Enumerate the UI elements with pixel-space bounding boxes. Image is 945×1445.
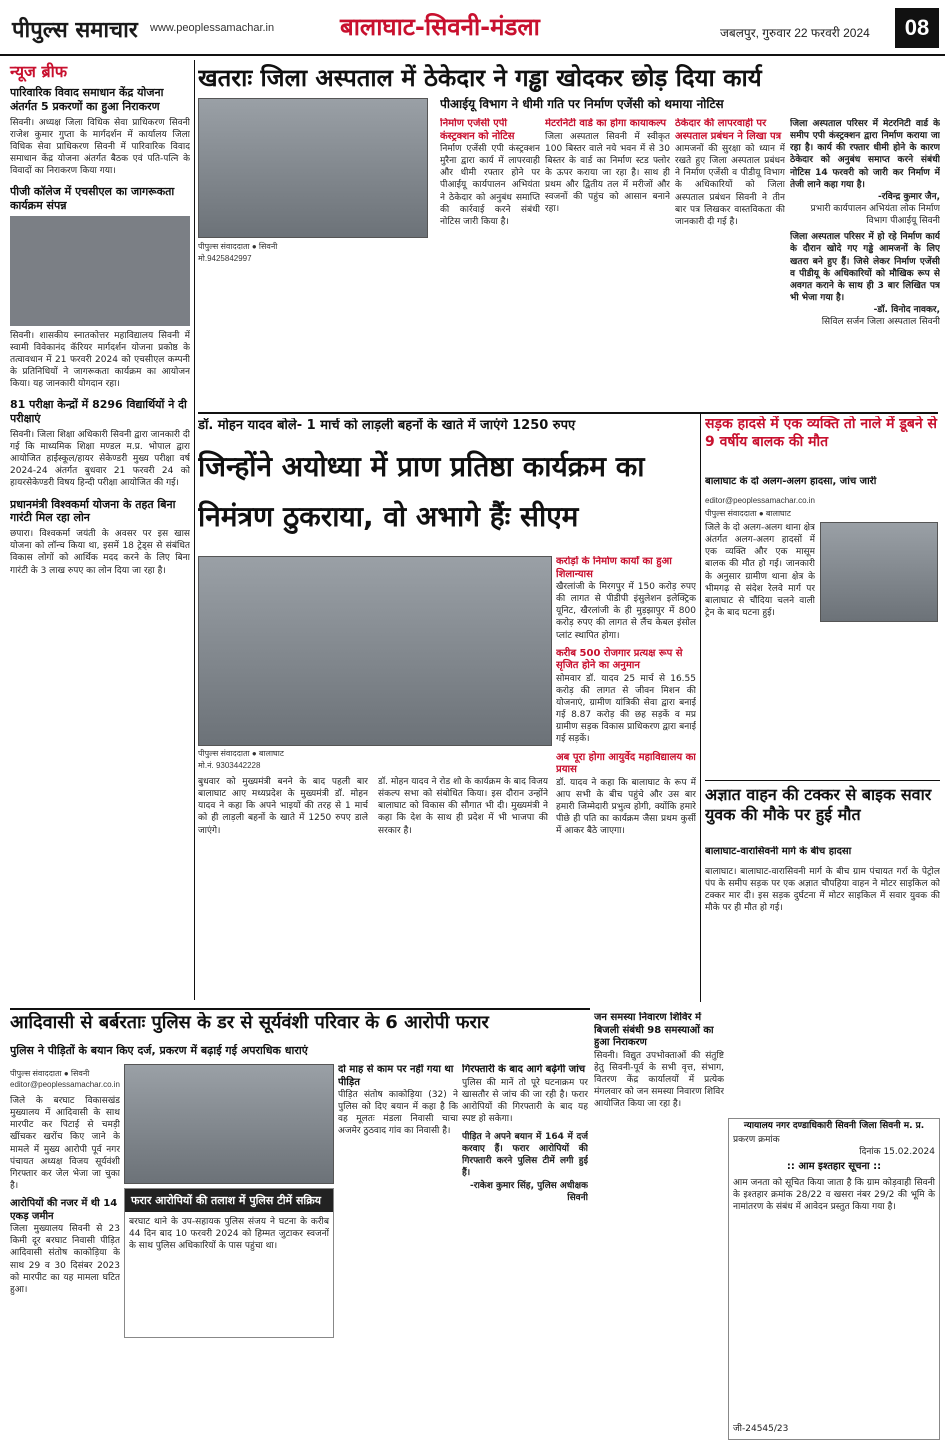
newspaper-logo: पीपुल्स समाचार — [12, 17, 138, 43]
tribal-subhead-wrap — [10, 1044, 590, 1062]
notice-heading: :: आम इश्तहार सूचना :: — [786, 1160, 882, 1172]
lead-subhead-wrap — [440, 97, 940, 115]
notice-case: प्रकरण क्रमांक — [733, 1135, 780, 1146]
main-text-2: डॉ. मोहन यादव ने रोड शो के कार्यक्रम के बाद विजय संकल्प सभा को संबोधित किया। इस दौरान उन्होंने बालाघाट को विकास की सौगात भी दी। मुख्यमंत्री ने कहा कि देश के साथ ही प्रदेश में भी भाजपा की सरकार है। — [378, 777, 548, 836]
tribal-subhead: पुलिस ने पीड़ितों के बयान किए दर्ज, प्रकरण में बढ़ाई गई अपराधिक धाराएं — [10, 1044, 308, 1057]
tribal-box — [124, 1188, 334, 1338]
college-photo — [10, 216, 190, 326]
main-side-1-title: करोड़ों के निर्माण कार्यों का हुआ शिलान्यास — [556, 556, 672, 580]
main-side-3-title: अब पूरा होगा आयुर्वेद महाविद्यालय का प्रयास — [556, 751, 696, 776]
accident-subhead-wrap — [705, 476, 940, 492]
camp-title: जन समस्या निवारण शिविर में बिजली संबंधी 98 समस्याओं का हुआ निराकरण — [594, 1012, 714, 1048]
lead-mobile: मो.9425842997 — [198, 253, 428, 264]
news-brief-column — [10, 86, 190, 926]
tribal-col3-text: पुलिस की मानें तो पूरे घटनाक्रम पर खासतौर से जांच की जा रही है। फरार आरोपियों की गिरफ्तारी के बाद यह स्पष्ट हो सकेगा। — [462, 1077, 588, 1124]
quote-2-text: जिला अस्पताल परिसर में हो रहे निर्माण कार्य के दौरान खोदे गए गड्ढे आमजनों के लिए खतरा बने हुए हैं। जिसे लेकर निर्माण एजेंसी व पीडीयू के अधिकारियों को मौखिक रूप से अवगत कराने के साथ ही 3 बार लिखित पत्र भी भेजा गया है। — [790, 232, 940, 303]
main-text-1: बुधवार को मुख्यमंत्री बनने के बाद पहली बार बालाघाट आए मध्यप्रदेश के मुख्यमंत्री डॉ. मोहन यादव ने कहा कि अपने भाइयों की तरह से 1 मार्च को ही लाड़ली बहनों के खाते में 1250 रुपए डाले जाएंगे। — [198, 777, 368, 836]
main-mobile: मो.नं. 9303442228 — [198, 760, 552, 771]
tribal-box-title: फरार आरोपियों की तलाश में पुलिस टीमें सक्रिय — [125, 1189, 333, 1212]
notice-text: आम जनता को सूचित किया जाता है कि ग्राम कोड़वाही सिवनी के इश्तहार क्रमांक 28/22 व खसरा नंबर 29/2 की भूमि के नामांतरण के संबंध में आवेदन प्रस्तुत किया गया है। — [733, 1178, 935, 1213]
column-divider — [194, 60, 195, 1000]
bike-headline: अज्ञात वाहन की टक्कर से बाइक सवार युवक की मौके पर हुई मौत — [705, 785, 932, 824]
tribal-caption: पीड़ित ने अपने बयान में 164 में दर्ज करवाए हैं। फरार आरोपियों की गिरफ्तारी करने पुलिस टीमें लगी हुई हैं। — [462, 1132, 588, 1179]
sidebar-1-title: निर्माण एजेंसी एपी कंस्ट्रक्शन को नोटिस — [440, 118, 515, 142]
lead-photo-credit: पीपुल्स संवाददाता ● सिवनी — [198, 241, 428, 252]
brief-title-1: पारिवारिक विवाद समाधान केंद्र योजना अंतर्गत 5 प्रकरणों का हुआ निराकरण — [10, 86, 164, 113]
tribal-box-text: बरघाट थाने के उप-सहायक पुलिस संजय ने घटना के करीब 44 दिन बाद 10 फरवरी 2024 को हिम्मत जुटाकर स्वजनों के साथ पुलिस अधिकारियों के पास पहुंचा था। — [129, 1217, 329, 1252]
tribal-credit: पीपुल्स संवाददाता ● सिवनी — [10, 1068, 120, 1079]
main-kicker-wrap — [198, 418, 698, 438]
news-brief-label: न्यूज ब्रीफ — [10, 62, 68, 81]
tribal-text: जिले के बरघाट विकासखंड मुख्यालय में आदिवासी के साथ मारपीट कर पिटाई से चमड़ी खींचकर खरोंच किए जाने के मामले में मुख्य आरोपी पूर्व नगर पंचायत अध्यक्ष विजय सूर्यवंशी गिरफ्तार कर जेल भेजा जा चुका है। — [10, 1096, 120, 1191]
bike-text-col — [705, 866, 940, 1006]
tribal-text-col — [10, 1095, 120, 1440]
court-notice — [728, 1118, 940, 1440]
lead-headline-wrap — [198, 62, 938, 96]
lead-subhead: पीआईयू विभाग ने धीमी गति पर निर्माण एजेंसी को थमाया नोटिस — [440, 97, 724, 111]
main-side-2-text: सोमवार डॉ. यादव 25 मार्च से 16.55 करोड़ की लागत से जीवन मिशन की योजनाएं, ग्रामीण यांत्रिकी सेवा द्वारा बनाई गई 8.87 करोड़ की छह सड़कें व मप्र ग्रामीण सड़क विकास प्राधिकरण द्वारा बनाई गई सड़कें। — [556, 673, 696, 745]
tribal-headline-wrap — [10, 1012, 590, 1042]
brief-text-3: सिवनी। जिला शिक्षा अधिकारी सिवनी द्वारा जानकारी दी गई कि माध्यमिक शिक्षा मण्डल म.प्र. भोपाल द्वारा आयोजित हाईस्कूल/हायर सेकेण्डरी मुख्य परीक्षा वर्ष 2024-24 अंतर्गत बुधवार 21 फरवरी 24 को हायरसेकेण्डरी विषय हिन्दी परीक्षा आयोजित की गई। — [10, 429, 190, 489]
quote-1-role: प्रभारी कार्यपालन अभियंता लोक निर्माण विभाग पीआईयू सिवनी — [810, 203, 940, 227]
main-headline-wrap — [198, 442, 698, 552]
accident-headline-wrap — [705, 416, 940, 476]
main-kicker: डॉ. मोहन यादव बोले- 1 मार्च को लाड़ली बहनों के खाते में जाएंगे 1250 रुपए — [198, 418, 576, 433]
main-side-3-text: डॉ. यादव ने कहा कि बालाघाट के रूप में आप सभी के बीच पहुंचे और उस बार हमारी जिम्मेदारी प्रभुत्व होगी, क्योंकि हमारे पीछे ही पति का कार्यक्रम जैसा प्रथम कुर्सी में आकर बैठे जाएगा। — [556, 777, 696, 837]
brief-title-3: 81 परीक्षा केन्द्रों में 8296 विद्यार्थियों ने दी परीक्षाएं — [10, 398, 187, 426]
bike-subhead: बालाघाट-वारासिवनी मार्ग के बीच हादसा — [705, 846, 852, 857]
main-text-col-1 — [198, 776, 368, 996]
lead-sidebar-2 — [545, 118, 670, 368]
tribal-sub-text: जिला मुख्यालय सिवनी से 23 किमी दूर बरघाट निवासी पीड़ित आदिवासी संतोष काकोड़िया के साथ 29 व 30 दिसंबर 2023 को मारपीट का यह मामला घटित हुआ। — [10, 1224, 120, 1295]
tribal-rule — [10, 1008, 590, 1010]
tribal-col3-title: गिरफ्तारी के बाद आगे बढ़ेगी जांच — [462, 1064, 586, 1075]
accident-email: editor@peoplessamachar.co.in — [705, 496, 940, 505]
sidebar-1-text: निर्माण एजेंसी एपी कंस्ट्रक्शन मुरैना द्वारा कार्य में लापरवाही और धीमी रफ्तार होने पर पीआईयू कार्यपालन अभियंता ने ठेकेदार को अनुबंध समाप्ति की कार्रवाई करने संबंधी नोटिस जारी किया है। — [440, 144, 540, 227]
bike-headline-wrap — [705, 785, 940, 843]
main-headline: जिन्होंने अयोध्या में प्राण प्रतिष्ठा कार्यक्रम का निमंत्रण ठुकराया, वो अभागे हैंः सीएम — [198, 450, 645, 533]
tribal-col2-text: पीड़ित संतोष काकोड़िया (32) ने पुलिस को दिए बयान में कहा है कि वह मूलतः मंडला निवासी चाचा अजमेर ठुठवाद गांव का निवासी है। — [338, 1090, 458, 1137]
tribal-photo — [124, 1064, 334, 1184]
sidebar-3-title: ठेकेदार की लापरवाही पर अस्पताल प्रबंधन ने लिखा पत्र — [675, 118, 782, 142]
main-side-1-text: खैरलांजी के मिरगपुर में 150 करोड़ रुपए की लागत से पीडीपी इंसुलेशन इलेक्ट्रिक यूनिट, खैरलांजी के ही मुड़झापुर में 800 करोड़ रुपए की लागत से लैंच केबल इंसोल प्लांट स्थापित होगा। — [556, 582, 696, 641]
brief-text-4: छपारा। विश्वकर्मा जयंती के अवसर पर इस खास योजना को लॉन्च किया था, इसमें 18 ट्रेड्स से संबंधित विकास लोगों को आर्थिक मदद करने के लिए बिना गारंटी के 3 लाख रुपए का लोन दिया जा रहा है। — [10, 529, 190, 576]
notice-date: दिनांक 15.02.2024 — [859, 1147, 935, 1158]
lead-sidebar-3 — [675, 118, 785, 368]
accident-photo — [820, 522, 938, 622]
bike-text: बालाघाट। बालाघाट-वारासिवनी मार्ग के बीच ग्राम पंचायत गर्रा के पेट्रोल पंप के समीप सड़क पर एक अज्ञात चौपहिया वाहन ने मोटर साइकिल को टक्कर मार दी। इस सड़क दुर्घटना में मोटर साइकिल में सवार युवक की मौके पर ही मौत हो गई। — [705, 867, 940, 914]
camp-story — [594, 1012, 724, 1440]
page-number: 08 — [895, 8, 939, 48]
sidebar-3-text: आमजनों की सुरक्षा को ध्यान में रखते हुए जिला अस्पताल प्रबंधन ने निर्माण एजेंसी व पीडीयू विभाग के अधिकारियों को जिला अस्पताल प्रबंधन सिवनी ने तीन बार पत्र लिखकर वास्तविकता की जानकारी दी गई है। — [675, 144, 785, 227]
tribal-col-3 — [462, 1064, 588, 1440]
region-title: बालाघाट-सिवनी-मंडला — [340, 13, 540, 41]
brief-text-1: सिवनी। अध्यक्ष जिला विधिक सेवा प्राधिकरण सिवनी राजेश कुमार गुप्ता के मार्गदर्शन में कार्यालय जिला विधिक सेवा प्राधिकरण सिवनी में पारिवारिक विवाद समाधान केंद्र योजना अंतर्गत बैठक एवं पति-पत्नि के विवादों का निराकरण किया गया। — [10, 117, 190, 177]
brief-title-2: पीजी कॉलेज में एचसीएल का जागरूकता कार्यक्रम संपन्न — [10, 185, 175, 212]
quote-2-role: सिविल सर्जन जिला अस्पताल सिवनी — [821, 317, 940, 328]
website-url[interactable]: www.peoplessamachar.in — [150, 22, 275, 34]
bike-subhead-wrap — [705, 846, 940, 862]
quote-1-text: जिला अस्पताल परिसर में मेटरनिटी वार्ड के समीप एपी कंस्ट्रक्शन द्वारा निर्माण कराया जा रहा है। कार्य की रफ्तार धीमी होने के कारण ठेकेदार को अनुबंध समाप्त करने संबंधी नोटिस 14 फरवरी को जारी कर निर्माण में तेजी लाने कहा गया है। — [790, 119, 940, 190]
section-rule — [198, 412, 938, 414]
page-header — [0, 0, 945, 56]
tribal-col2-title: दो माह से काम पर नहीं गया था पीड़ित — [338, 1064, 454, 1088]
lead-sidebar-1 — [440, 118, 540, 368]
tribal-sub-title: आरोपियों की नजर में थी 14 एकड़ जमीन — [10, 1198, 118, 1222]
quote-1-author: -रविन्द्र कुमार जैन, — [878, 191, 940, 202]
tribal-headline: आदिवासी से बर्बरताः पुलिस के डर से सूर्यवंशी परिवार के 6 आरोपी फरार — [10, 1012, 489, 1033]
bike-rule — [705, 780, 940, 781]
cm-rally-photo — [198, 556, 552, 746]
sidebar-2-title: मेटरनिटी वार्ड का होगा कायाकल्प — [545, 118, 667, 129]
hospital-photo — [198, 98, 428, 238]
accident-credit: पीपुल्स संवाददाता ● बालाघाट — [705, 508, 940, 519]
main-text-col-2 — [378, 776, 548, 996]
brief-title-4: प्रधानमंत्री विश्वकर्मा योजना के तहत बिना गारंटी मिल रहा लोन — [10, 497, 176, 525]
lead-headline: खतराः जिला अस्पताल में ठेकेदार ने गड्ढा खोदकर छोड़ दिया कार्य — [198, 64, 762, 92]
accident-text-col — [705, 522, 815, 772]
sidebar-2-text: जिला अस्पताल सिवनी में स्वीकृत 100 बिस्तर वाले नये भवन में से 30 बिस्तर के वार्ड का निर्माण स्टड फ्लोर के ऊपर कराया जा रहा है। साथ ही प्रथम और द्वितीय तल में मरीजों और स्वजनों की पहुंच को आसान बनाने रहा। — [545, 131, 670, 215]
column-divider-2 — [700, 412, 701, 1002]
lead-quotes — [790, 118, 940, 368]
accident-headline: सड़क हादसे में एक व्यक्ति तो नाले में डूबने से 9 वर्षीय बालक की मौत — [705, 416, 937, 450]
tribal-col-2 — [338, 1064, 458, 1440]
accident-text: जिले के दो अलग-अलग थाना क्षेत्र अंतर्गत अलग-अलग हादसों में एक व्यक्ति और एक मासूम बालक की मौत हो गई। जानकारी के अनुसार ग्रामीण थाना क्षेत्र के भीमगढ़ से संदेश रेलवे मार्ग पर बालाघाट से चौंदिया चलने वाली ट्रेन के बाद घटना हुई। — [705, 523, 815, 618]
accident-subhead: बालाघाट के दो अलग-अलग हादसा, जांच जारी — [705, 476, 877, 487]
tribal-email: editor@peoplessamachar.co.in — [10, 1080, 120, 1089]
quote-2-author: -डॉ. विनोद नावकर, — [873, 305, 940, 316]
tribal-quote-by: -राकेश कुमार सिंह, पुलिस अधीक्षक सिवनी — [470, 1180, 588, 1203]
issue-date: जबलपुर, गुरुवार 22 फरवरी 2024 — [720, 26, 870, 40]
notice-court: न्यायालय नगर दण्डाधिकारी सिवनी जिला सिवनी म. प्र. — [743, 1121, 925, 1131]
main-side-2-title: करीब 500 रोजगार प्रत्यक्ष रूप से सृजित होने का अनुमान — [556, 647, 683, 672]
main-photo-credit: पीपुल्स संवाददाता ● बालाघाट — [198, 748, 552, 759]
notice-footer: जी-24545/23 — [733, 1423, 789, 1434]
main-side-col — [556, 556, 696, 996]
camp-text: सिवनी। विद्युत उपभोक्ताओं की संतुष्टि हेतु सिवनी-पूर्व के सभी वृत्त, संभाग, वितरण केंद्र कार्यालयों में प्रत्येक मंगलवार को जन समस्या निवारण शिविर आयोजित किया जा रहा है। — [594, 1050, 724, 1110]
brief-text-2: सिवनी। शासकीय स्नातकोत्तर महाविद्यालय सिवनी में स्वामी विवेकानंद कॅरियर मार्गदर्शन योजना प्रकोष्ठ के तत्वावधान में 21 फरवरी 2024 को एचसीएल कम्पनी के प्रतिनिधियों ने जागरूकता कार्यक्रम का आयोजन किया। यह जानकारी योगदान रहा। — [10, 330, 190, 390]
